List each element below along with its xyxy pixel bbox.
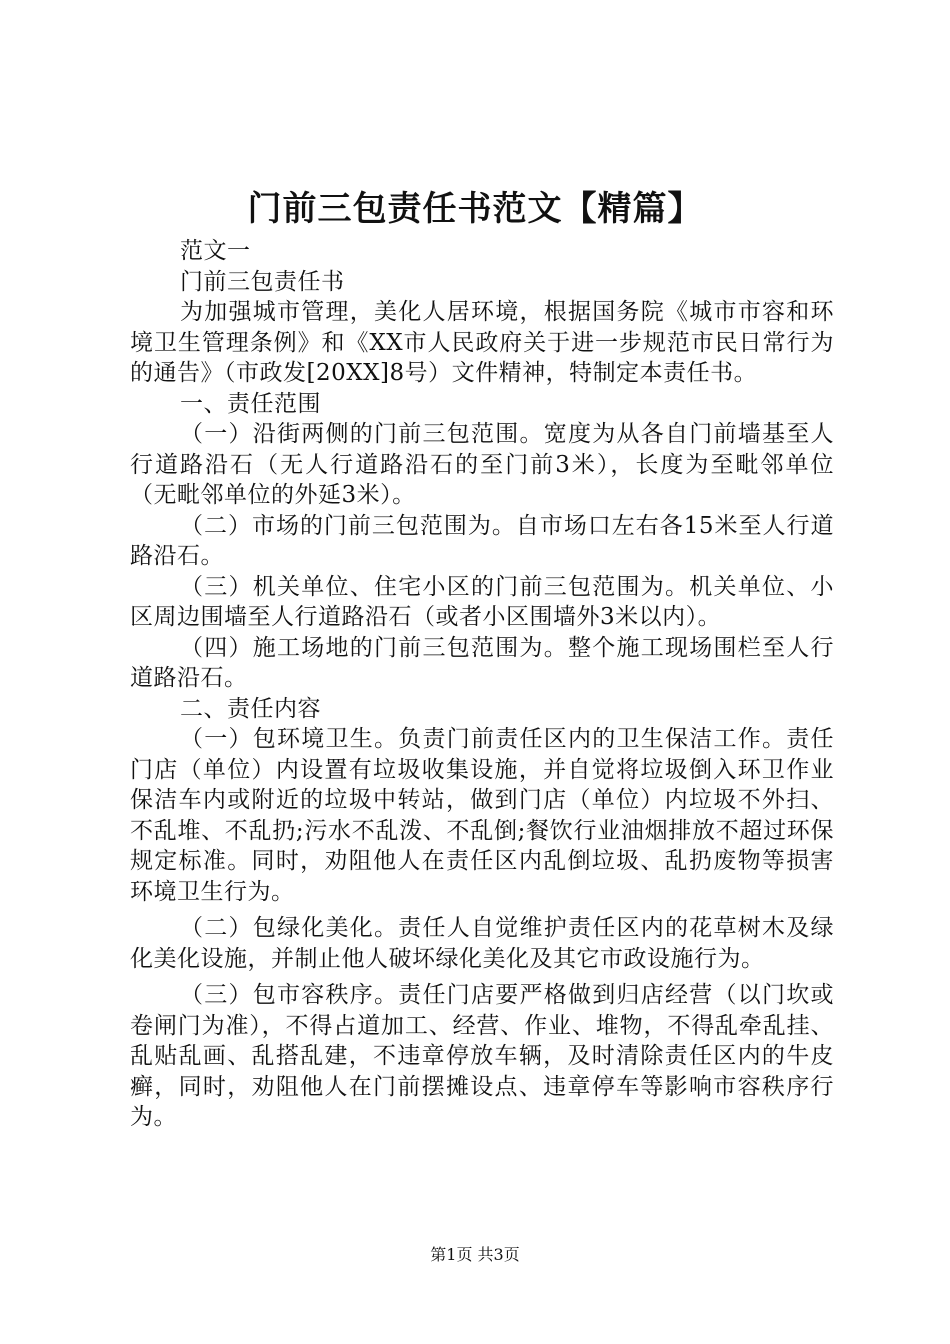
section-label-fanwen: 范文一 [180,238,251,264]
section-heading-content: 二、责任内容 [180,695,321,722]
scope-item-1: （一）沿街两侧的门前三包范围。宽度为从各自门前墙基至人行道路沿石（无人行道路沿石的至门前3米），长度为至毗邻单位（无毗邻单位的外延3米）。 [130,421,834,508]
scope-item-4: （四）施工场地的门前三包范围为。整个施工现场围栏至人行道路沿石。 [130,634,834,691]
scope-item-2: （二）市场的门前三包范围为。自市场口左右各15米至人行道路沿石。 [130,512,834,569]
subtitle: 门前三包责任书 [180,268,345,295]
section-heading-scope: 一、责任范围 [180,390,321,417]
intro-paragraph: 为加强城市管理，美化人居环境，根据国务院《城市市容和环境卫生管理条例》和《XX市人民政府关于进一步规范市民日常行为的通告》（市政发[20XX]8号）文件精神，特制定本责任书。 [130,299,834,386]
document-body [130,236,834,1133]
content-item-3: （三）包市容秩序。责任门店要严格做到归店经营（以门坎或卷闸门为准），不得占道加工、经营、作业、堆物，不得乱牵乱挂、乱贴乱画、乱搭乱建，不违章停放车辆，及时清除责任区内的牛皮癣，同时，劝阻他人在门前摆摊设点、违章停车等影响市容秩序行为。 [130,982,834,1130]
scope-item-3: （三）机关单位、住宅小区的门前三包范围为。机关单位、小区周边围墙至人行道路沿石（或者小区围墙外3米以内）。 [130,573,834,630]
page-footer: 第1页 共3页 [430,1245,520,1264]
document-title: 门前三包责任书范文【精篇】 [247,189,703,229]
content-item-1: （一）包环境卫生。负责门前责任区内的卫生保洁工作。责任门店（单位）内设置有垃圾收集设施，并自觉将垃圾倒入环卫作业保洁车内或附近的垃圾中转站，做到门店（单位）内垃圾不外扫、不乱堆、不乱扔;污水不乱泼、不乱倒;餐饮行业油烟排放不超过环保规定标准。同时，劝阻他人在责任区内乱倒垃圾、乱扔废物等损害环境卫生行为。 [130,726,834,905]
content-item-2: （二）包绿化美化。责任人自觉维护责任区内的花草树木及绿化美化设施，并制止他人破坏绿化美化及其它市政设施行为。 [130,915,834,972]
